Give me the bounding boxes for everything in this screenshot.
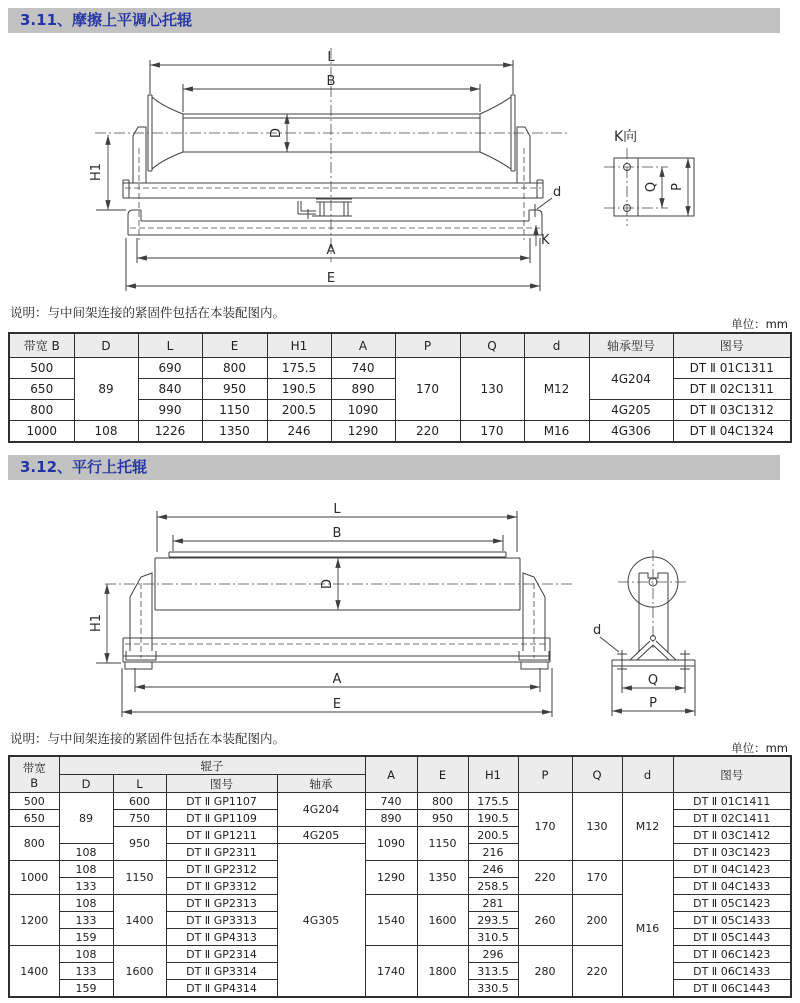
cell: 220 [572,946,622,998]
cell: 1350 [202,421,267,443]
cell: 500 [9,793,59,810]
cell: 330.5 [468,980,518,998]
cell: DT Ⅱ GP2311 [166,844,277,861]
cell: 175.5 [267,358,331,379]
cell: 258.5 [468,878,518,895]
cell: 108 [74,421,138,443]
assembly-note-1: 说明：与中间架连接的紧固件包括在本装配图内。 [10,305,286,320]
cell: 108 [59,895,113,912]
table-row [9,793,791,810]
col-header-L: L [113,775,166,793]
cell: 281 [468,895,518,912]
cell: DT Ⅱ GP2314 [166,946,277,963]
col-header-d: d [622,756,673,793]
dim-label-A: A [326,243,336,258]
cell: DT Ⅱ 01C1311 [673,358,791,379]
cell: DT Ⅱ GP4313 [166,929,277,946]
cell: 990 [138,400,202,421]
cell: 800 [417,793,468,810]
section-3-12-header [8,455,780,480]
cell: DT Ⅱ 03C1423 [673,844,791,861]
cell: DT Ⅱ 02C1311 [673,379,791,400]
table-row [9,827,791,844]
dim-label-P: P [649,696,657,711]
col-header-drawing-no: 图号 [673,333,791,358]
col-header-drawing-no: 图号 [673,756,791,793]
cell: DT Ⅱ 04C1324 [673,421,791,443]
cell: 159 [59,929,113,946]
cell: 4G205 [277,827,365,844]
dim-label-d: d [553,185,562,200]
dim-label-D: D [269,127,284,139]
cell: DT Ⅱ GP2312 [166,861,277,878]
technical-drawing-self-aligning-idler [0,36,800,304]
cell: 280 [518,946,572,998]
cell: 1540 [365,895,417,946]
dim-label-L: L [333,502,341,517]
cell: DT Ⅱ GP4314 [166,980,277,998]
table-row [9,421,791,443]
dim-label-L: L [327,50,335,65]
cell: 890 [331,379,395,400]
cell: 246 [468,861,518,878]
cell: 740 [331,358,395,379]
col-header-bearing: 轴承 [277,775,365,793]
dim-label-d: d [593,623,602,638]
cell: 1600 [113,946,166,998]
cell: 89 [59,793,113,844]
col-header-roller-group: 辊子 [59,756,365,775]
col-header-H1: H1 [468,756,518,793]
cell: DT Ⅱ GP1107 [166,793,277,810]
cell: 159 [59,980,113,998]
cell: M16 [524,421,589,443]
cell: 200 [572,895,622,946]
cell: 220 [518,861,572,895]
cell: 4G204 [277,793,365,827]
cell: 1000 [9,861,59,895]
parallel-roller-side-view [593,550,695,716]
cell: 800 [202,358,267,379]
cell: 200.5 [468,827,518,844]
table-row [9,895,791,912]
table-self-aligning-idler [8,332,792,443]
cell: DT Ⅱ 06C1423 [673,946,791,963]
cell: 1600 [417,895,468,946]
cell: 840 [138,379,202,400]
section-3-12-title: 3.12、平行上托辊 [20,458,148,476]
cell: 190.5 [468,810,518,827]
cell: DT Ⅱ 04C1433 [673,878,791,895]
table-row [9,946,791,963]
dim-label-P: P [670,183,685,191]
cell: DT Ⅱ 05C1443 [673,929,791,946]
col-header-roller-drawing-no: 图号 [166,775,277,793]
cell: 600 [113,793,166,810]
cell: 1226 [138,421,202,443]
cell: 293.5 [468,912,518,929]
cell: 108 [59,946,113,963]
col-header-bearing-model: 轴承型号 [589,333,673,358]
dim-label-E: E [332,697,342,712]
col-header-Q: Q [460,333,524,358]
cell: 216 [468,844,518,861]
cell: DT Ⅱ 04C1423 [673,861,791,878]
col-header-Q: Q [572,756,622,793]
cell: 1150 [113,861,166,895]
col-header-A: A [365,756,417,793]
col-header-E: E [202,333,267,358]
col-header-L: L [138,333,202,358]
cell: DT Ⅱ 06C1433 [673,963,791,980]
cell: M12 [622,793,673,861]
section-3-11-header [8,8,780,33]
cell: 170 [518,793,572,861]
dim-label-H1: H1 [89,162,104,182]
cell: 690 [138,358,202,379]
dim-label-B: B [326,74,336,89]
cell: 950 [202,379,267,400]
cell: DT Ⅱ GP3314 [166,963,277,980]
header-row-1 [9,756,791,775]
dim-label-K: K [541,233,550,248]
cell: 500 [9,358,74,379]
cell: DT Ⅱ 06C1443 [673,980,791,998]
dim-label-B: B [332,526,342,541]
dim-label-A: A [332,672,342,687]
cell: 750 [113,810,166,827]
cell: 1400 [9,946,59,998]
col-header-bandwidth: 带宽 B [9,333,74,358]
k-direction-view [604,129,694,226]
col-header-D: D [59,775,113,793]
cell: 260 [518,895,572,946]
technical-drawing-parallel-idler [0,485,800,735]
cell: 890 [365,810,417,827]
cell: 310.5 [468,929,518,946]
cell: 800 [9,400,74,421]
col-header-D: D [74,333,138,358]
cell: 1740 [365,946,417,998]
cell: DT Ⅱ 02C1411 [673,810,791,827]
table-row [9,861,791,878]
cell: 1290 [331,421,395,443]
cell: DT Ⅱ 05C1423 [673,895,791,912]
cell: 4G204 [589,358,673,400]
dim-label-Q: Q [647,673,659,688]
cell: DT Ⅱ 03C1312 [673,400,791,421]
cell: 133 [59,878,113,895]
cell: 89 [74,358,138,421]
cell: 950 [113,827,166,861]
cell: DT Ⅱ GP3313 [166,912,277,929]
cell: 1400 [113,895,166,946]
cell: DT Ⅱ GP2313 [166,895,277,912]
cell: DT Ⅱ 01C1411 [673,793,791,810]
cell: 650 [9,810,59,827]
cell: M16 [622,861,673,998]
cell: 740 [365,793,417,810]
col-header-E: E [417,756,468,793]
dimensions-front-view [89,50,561,291]
table-row [9,358,791,379]
cell: 650 [9,379,74,400]
cell: 175.5 [468,793,518,810]
cell: DT Ⅱ GP1211 [166,827,277,844]
cell: 246 [267,421,331,443]
section-3-11-title: 3.11、摩擦上平调心托辊 [20,11,193,29]
table-parallel-idler [8,755,792,998]
col-header-A: A [331,333,395,358]
cell: 108 [59,861,113,878]
cell: 800 [9,827,59,861]
col-header-P: P [395,333,460,358]
cell: 313.5 [468,963,518,980]
cell: 220 [395,421,460,443]
dim-label-Q: Q [644,181,659,193]
assembly-note-2: 说明：与中间架连接的紧固件包括在本装配图内。 [10,731,286,746]
cell: DT Ⅱ GP3312 [166,878,277,895]
cell: DT Ⅱ 03C1412 [673,827,791,844]
cell: 170 [460,421,524,443]
cell: 1800 [417,946,468,998]
cell: 200.5 [267,400,331,421]
cell: 296 [468,946,518,963]
cell: 133 [59,963,113,980]
cell: 4G305 [277,844,365,998]
cell: 108 [59,844,113,861]
cell: 4G306 [589,421,673,443]
cell: DT Ⅱ GP1109 [166,810,277,827]
cell: 1350 [417,861,468,895]
dim-label-E: E [326,271,336,286]
cell: 133 [59,912,113,929]
dim-label-D: D [320,578,335,590]
cell: M12 [524,358,589,421]
col-header-P: P [518,756,572,793]
unit-note-2: 单位：mm [731,741,788,755]
table-row [9,810,791,827]
cell: 1200 [9,895,59,946]
col-header-H1: H1 [267,333,331,358]
cell: 1090 [331,400,395,421]
col-header-d: d [524,333,589,358]
cell: 190.5 [267,379,331,400]
cell: 130 [572,793,622,861]
cell: 4G205 [589,400,673,421]
cell: DT Ⅱ 05C1433 [673,912,791,929]
dim-label-H1: H1 [89,613,104,633]
cell: 170 [572,861,622,895]
cell: 1290 [365,861,417,895]
cell: 170 [395,358,460,421]
cell: 950 [417,810,468,827]
cell: 130 [460,358,524,421]
cell: 1090 [365,827,417,861]
col-header-bandwidth: 带宽 B [9,756,59,793]
parallel-roller-front-view [105,552,575,669]
k-view-label: K向 [614,129,638,145]
unit-note-1: 单位：mm [731,317,788,331]
cell: 1150 [417,827,468,861]
cell: 1150 [202,400,267,421]
header-row [9,333,791,358]
cell: 1000 [9,421,74,443]
